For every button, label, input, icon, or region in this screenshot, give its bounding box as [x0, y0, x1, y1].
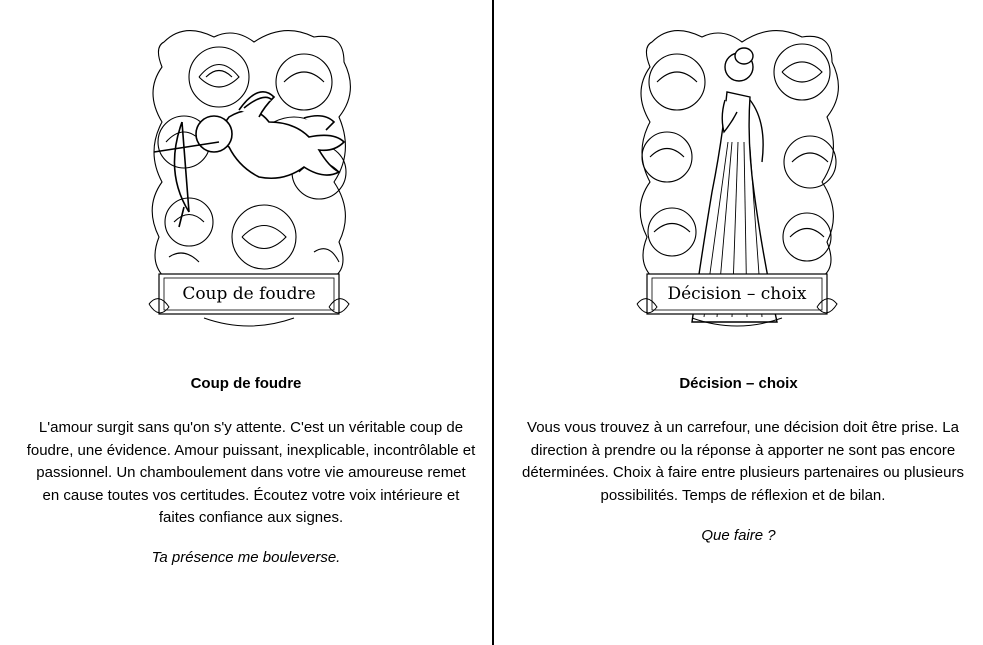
card-caption-text: Coup de foudre — [182, 284, 316, 304]
card-description: Vous vous trouvez à un carrefour, une décision doit être prise. La direction à prendre ou la réponse à apporter ne sont pas encore déterminées. Choix à faire entre plusieurs partenaires ou plusieurs possibilités. Temps de réflexion et de bilan. — [522, 419, 964, 504]
card-quote: Ta présence me bouleverse. — [151, 549, 341, 566]
card-description: L'amour surgit sans qu'on s'y attente. C'est un véritable coup de foudre, une évidence. Amour puissant, inexplicable, incontrôlable et passionnel. Un chamboulement dans votre vie amoureuse remet en cause toutes vos certitudes. Écoutez votre voix intérieure et faites confiance aux signes. — [26, 419, 476, 526]
card-decision-choix — [494, 0, 983, 645]
card-title: Décision – choix — [679, 375, 798, 392]
card-caption-text: Décision – choix — [667, 284, 807, 304]
card-quote: Que faire ? — [701, 527, 776, 544]
card-title: Coup de foudre — [190, 375, 302, 392]
